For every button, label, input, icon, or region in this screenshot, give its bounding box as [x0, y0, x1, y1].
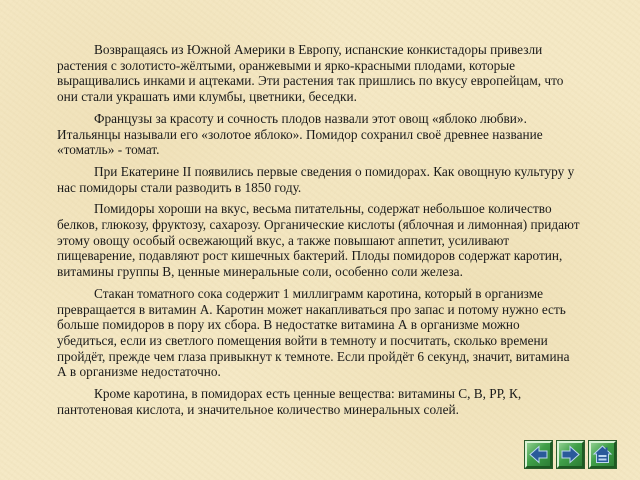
- paragraph-1: Возвращаясь из Южной Америки в Европу, испанские конкистадоры привезли растения с золотисто-жёлтыми, оранжевыми и ярко-красными плодами, которые выращивались инками и ацтеками. Эти растения так пришлись по вкусу европейцам, что они стали украшать ими клумбы, цветники, беседки.: [57, 42, 564, 105]
- paragraph-4: Помидоры хороши на вкус, весьма питательны, содержат небольшое количество белков, глюкозу, фруктозу, сахарозу. Органические кислоты (яблочная и лимонная) придают этому овощу особый освежающий вкус, а также повышают аппетит, усиливают пищеварение, подавляют рост кишечных бактерий. Плоды помидоров содержат каротин, витамины группы В, ценные минеральные соли, особенно соли железа.: [57, 201, 580, 280]
- arrow-left-icon: [528, 444, 549, 465]
- forward-button[interactable]: [557, 441, 584, 468]
- paragraph-5: Стакан томатного сока содержит 1 миллиграмм каротина, который в организме превращается в витамин А. Каротин может накапливаться про запас и потому нужно есть больше помидоров в пору их сбора. В недостатке витамина А в организме можно убедиться, если из светлого помещения войти в темноту и посчитать, сколько времени пройдёт, прежде чем глаза привыкнут к темноте. Если пройдёт 6 секунд, значит, витамина А в организме недостаточно.: [57, 285, 570, 380]
- navigation-bar: [525, 441, 627, 471]
- paragraph-3: При Екатерине II появились первые сведения о помидорах. Как овощную культуру у нас помидоры стали разводить в 1850 году.: [57, 163, 575, 195]
- home-icon: [592, 444, 613, 465]
- arrow-right-icon: [560, 444, 581, 465]
- slide-text: [57, 42, 582, 423]
- back-button[interactable]: [525, 441, 552, 468]
- paragraph-2: Французы за красоту и сочность плодов назвали этот овощ «яблоко любви». Итальянцы называли его «золотое яблоко». Помидор сохранил своё древнее название «томатль» - томат.: [57, 110, 543, 158]
- home-button[interactable]: [589, 441, 616, 468]
- paragraph-6: Кроме каротина, в помидорах есть ценные вещества: витамины С, В, РР, К, пантотеновая кислота, и значительное количество минеральных солей.: [57, 386, 522, 417]
